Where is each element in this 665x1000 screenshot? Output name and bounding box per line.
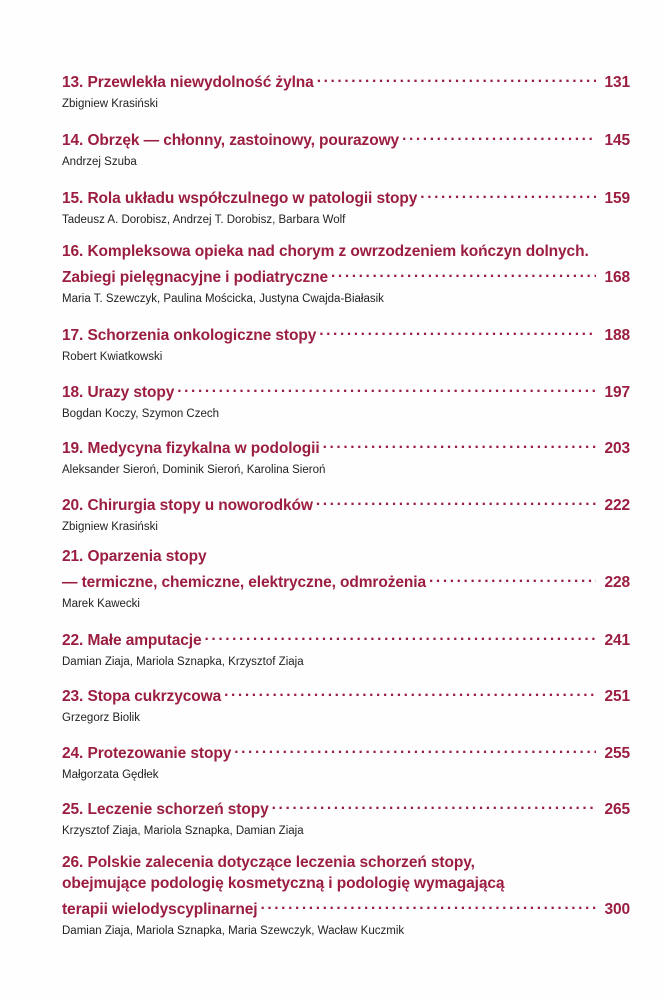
chapter-authors: Aleksander Sieroń, Dominik Sieroń, Karolina Sieroń (62, 464, 326, 476)
dot-leader (331, 263, 596, 282)
toc-entry (62, 626, 630, 670)
chapter-authors: Zbigniew Krasiński (62, 98, 158, 110)
page-number: 300 (604, 901, 630, 918)
chapter-title: 15. Rola układu współczulnego w patologii stopy (62, 190, 418, 207)
chapter-title: 20. Chirurgia stopy u noworodków (62, 497, 313, 514)
chapter-authors: Bogdan Koczy, Szymon Czech (62, 408, 220, 420)
chapter-authors: Andrzej Szuba (62, 156, 137, 168)
chapter-title: 22. Małe amputacje (62, 632, 202, 649)
page-number: 159 (604, 190, 630, 207)
toc-entry-title[interactable] (62, 263, 630, 287)
chapter-title-line2[interactable]: obejmujące podologię kosmetyczną i podologię wymagającą (62, 875, 505, 892)
page-number: 145 (604, 132, 630, 149)
chapter-title: 23. Stopa cukrzycowa (62, 688, 222, 705)
toc-entry-title[interactable] (62, 568, 630, 592)
toc-entry (62, 378, 630, 422)
dot-leader (317, 68, 596, 87)
dot-leader (420, 184, 596, 203)
chapter-title: Zabiegi pielęgnacyjne i podiatryczne (62, 269, 329, 286)
dot-leader (272, 795, 596, 814)
chapter-title-line1[interactable]: 21. Oparzenia stopy (62, 548, 207, 565)
toc-entry-title[interactable] (62, 321, 630, 345)
page-number: 222 (604, 497, 630, 514)
toc-entry (62, 126, 630, 170)
toc-entry (62, 682, 630, 726)
toc-entry-title[interactable] (62, 626, 630, 650)
chapter-title: 19. Medycyna fizykalna w podologii (62, 440, 320, 457)
toc-entry-title[interactable] (62, 126, 630, 150)
page-number: 197 (604, 384, 630, 401)
chapter-title-line1[interactable]: 26. Polskie zalecenia dotyczące leczenia schorzeń stopy, (62, 854, 475, 871)
toc-entry (62, 853, 630, 939)
toc-entry-title[interactable] (62, 491, 630, 515)
toc-entry (62, 68, 630, 112)
page-number: 203 (604, 440, 630, 457)
page-number: 251 (604, 688, 630, 705)
chapter-authors: Krzysztof Ziaja, Mariola Sznapka, Damian Ziaja (62, 825, 304, 837)
toc-entry-title[interactable] (62, 378, 630, 402)
page-number: 131 (604, 74, 630, 91)
toc-entry (62, 795, 630, 839)
chapter-authors: Małgorzata Gędłek (62, 769, 159, 781)
chapter-title: 18. Urazy stopy (62, 384, 175, 401)
chapter-authors: Marek Kawecki (62, 598, 140, 610)
page-number: 188 (604, 327, 630, 344)
chapter-title: 24. Protezowanie stopy (62, 745, 232, 762)
dot-leader (177, 378, 596, 397)
toc-entry-title[interactable] (62, 184, 630, 208)
chapter-authors: Damian Ziaja, Mariola Sznapka, Krzysztof Ziaja (62, 656, 304, 668)
toc-entry-title[interactable] (62, 682, 630, 706)
toc-entry-title[interactable] (62, 895, 630, 919)
chapter-title: — termiczne, chemiczne, elektryczne, odmrożenia (62, 574, 426, 591)
chapter-authors: Maria T. Szewczyk, Paulina Mościcka, Justyna Cwajda-Białasik (62, 293, 384, 305)
dot-leader (260, 895, 596, 914)
dot-leader (234, 739, 596, 758)
toc-entry-title[interactable] (62, 739, 630, 763)
toc-entry (62, 434, 630, 478)
chapter-authors: Tadeusz A. Dorobisz, Andrzej T. Dorobisz, Barbara Wolf (62, 214, 346, 226)
toc-entry-title[interactable] (62, 434, 630, 458)
dot-leader (402, 126, 596, 145)
page-number: 228 (604, 574, 630, 591)
toc-entry (62, 491, 630, 535)
page-number: 265 (604, 801, 630, 818)
chapter-title-line1[interactable]: 16. Kompleksowa opieka nad chorym z owrzodzeniem kończyn dolnych. (62, 243, 589, 260)
chapter-authors: Damian Ziaja, Mariola Sznapka, Maria Szewczyk, Wacław Kuczmik (62, 925, 405, 937)
chapter-title: 17. Schorzenia onkologiczne stopy (62, 327, 317, 344)
toc-entry (62, 321, 630, 365)
chapter-title: 13. Przewlekła niewydolność żylna (62, 74, 314, 91)
page-number: 168 (604, 269, 630, 286)
chapter-authors: Grzegorz Biolik (62, 712, 140, 724)
dot-leader (323, 434, 596, 453)
chapter-authors: Robert Kwiatkowski (62, 351, 163, 363)
dot-leader (429, 568, 596, 587)
dot-leader (316, 491, 596, 510)
chapter-title: 25. Leczenie schorzeń stopy (62, 801, 269, 818)
toc-entry (62, 739, 630, 783)
chapter-title: terapii wielodyscyplinarnej (62, 901, 258, 918)
toc-entry (62, 242, 630, 307)
dot-leader (205, 626, 597, 645)
dot-leader (224, 682, 596, 701)
chapter-authors: Zbigniew Krasiński (62, 521, 158, 533)
page-number: 241 (604, 632, 630, 649)
toc-entry-title[interactable] (62, 795, 630, 819)
dot-leader (319, 321, 596, 340)
toc-entry (62, 547, 630, 612)
page-number: 255 (604, 745, 630, 762)
toc-entry-title[interactable] (62, 68, 630, 92)
toc-entry (62, 184, 630, 228)
chapter-title: 14. Obrzęk — chłonny, zastoinowy, pourazowy (62, 132, 400, 149)
